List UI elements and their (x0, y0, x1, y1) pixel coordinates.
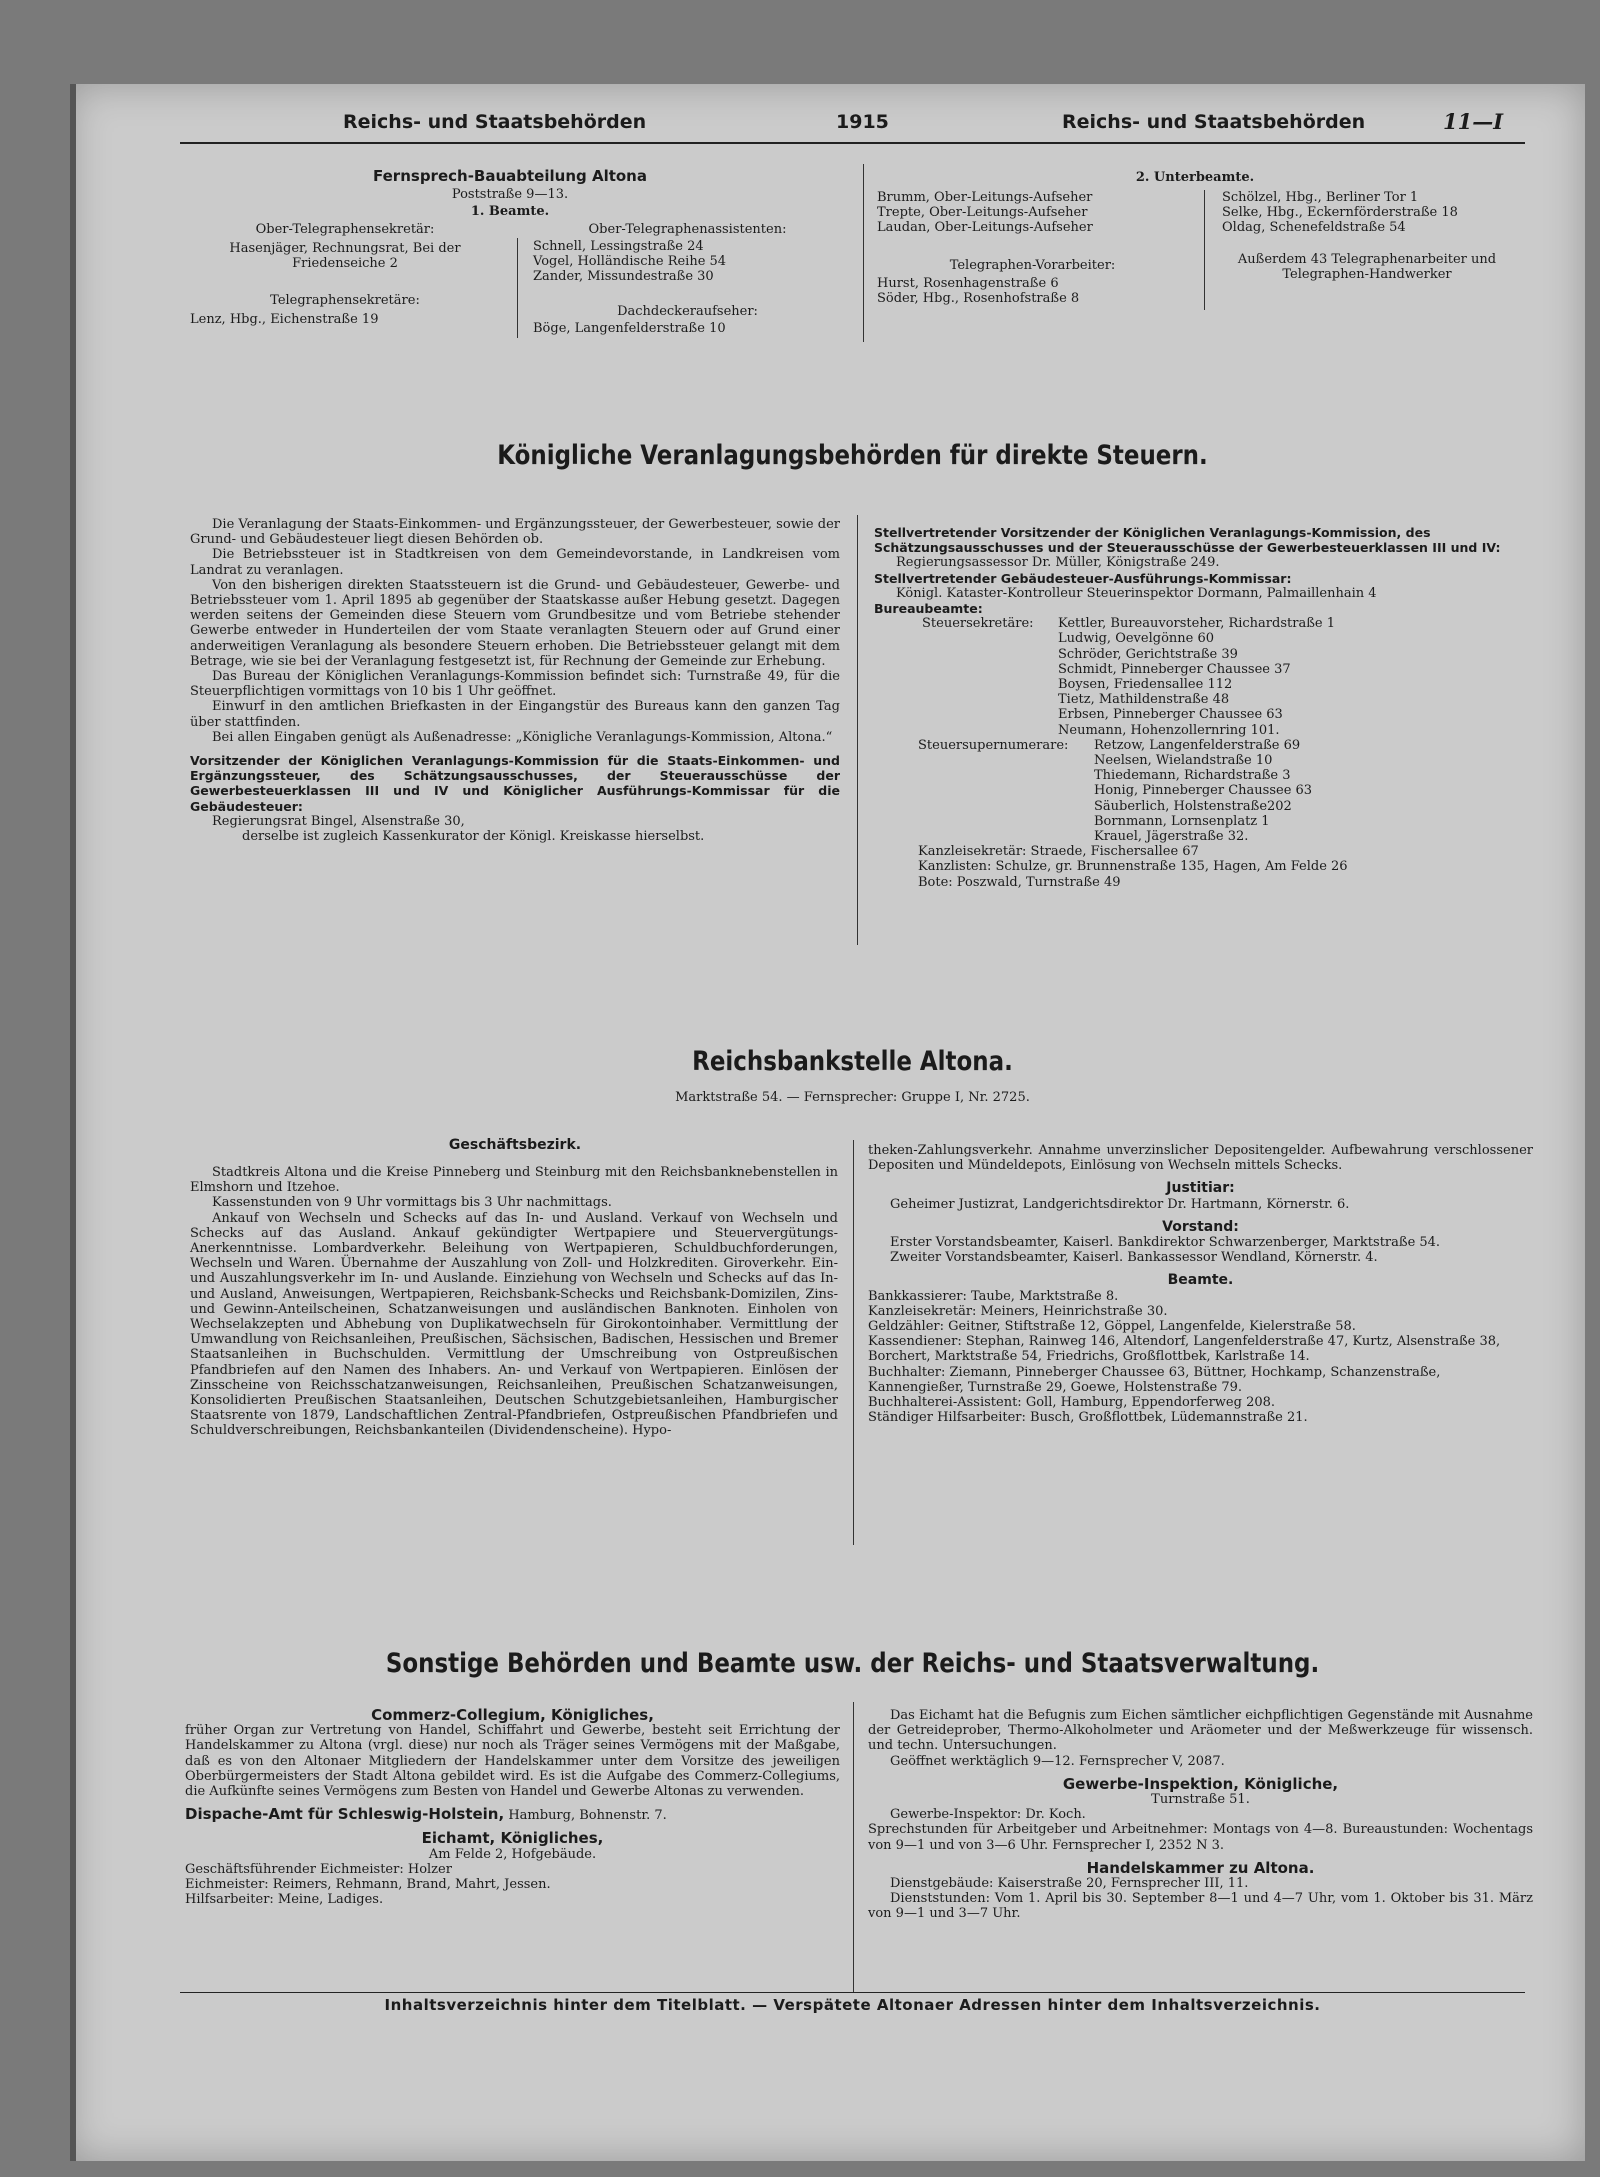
dach: Böge, Langenfelderstraße 10 (533, 321, 726, 336)
bureau-head: Bureaubeamte: (874, 601, 983, 617)
beamte-list (868, 1289, 1533, 1426)
paragraph: Kassenstunden von 9 Uhr vormittags bis 3 Uhr nachmittags. (212, 1195, 612, 1211)
list-item: Trepte, Ober-Leitungs-Aufseher (877, 205, 1088, 221)
list-item: Vogel, Holländische Reihe 54 (533, 254, 727, 270)
header-right: Reichs- und Staatsbehörden (1062, 111, 1366, 133)
super-label: Steuersupernumerare: (918, 737, 1069, 753)
geschaeftsbezirk-text (190, 1165, 838, 1439)
unter-col2 (1222, 190, 1458, 236)
list-item: Brumm, Ober-Leitungs-Aufseher (877, 190, 1093, 205)
sonstige-left (185, 1708, 840, 1907)
paragraph: Das Bureau der Königlichen Veranlagungs-Kommission befindet sich: Turnstraße 49, für die Steuerpflichtigen vormittags von 10 bis 1 Uhr geöffnet. (190, 669, 840, 700)
geb-head: Stellvertretender Gebäudesteuer-Ausführungs-Kommissar: (874, 570, 1292, 586)
page-number: 11—I (1443, 109, 1504, 134)
veranlagung-text (190, 517, 840, 844)
vorstand-2: Zweiter Vorstandsbeamter, Kaiserl. Bankassessor Wendland, Körnerstr. 4. (890, 1250, 1378, 1266)
sek-list (1058, 616, 1335, 738)
gewerbe-hours: Sprechstunden für Arbeitgeber und Arbeitnehmer: Montags von 4—8. Bureaustunden: Wochentags von 9—1 und von 3—6 Uhr. Fernsprecher I, 2352 N 3. (868, 1822, 1533, 1853)
geschaeftsbezirk-head: Geschäftsbezirk. (448, 1137, 582, 1153)
commerz-head: Commerz-Collegium, Königliches, (371, 1706, 654, 1724)
column-rule (1204, 190, 1205, 310)
list-item: Erbsen, Pinneberger Chaussee 63 (1058, 707, 1283, 723)
column-rule (517, 238, 518, 338)
unter-col1 (877, 190, 1093, 236)
ober-sek-head: Ober-Telegraphensekretär: (255, 222, 435, 237)
list-item: Buchhalter: Ziemann, Pinneberger Chaussee 63, Büttner, Hochkamp, Schanzenstraße, Kannengießer, Turnstraße 29, Goewe, Holstenstraße 79. (868, 1364, 1441, 1395)
geb: Königl. Kataster-Kontrolleur Steuerinspektor Dormann, Palmaillenhain 4 (896, 585, 1377, 601)
hk-hours: Dienststunden: Vom 1. April bis 30. September 8—1 und 4—7 Uhr, vom 1. Oktober bis 31. März von 9—1 und 3—7 Uhr. (868, 1891, 1533, 1922)
list-item: Söder, Hbg., Rosenhofstraße 8 (877, 291, 1080, 307)
list-item: Bankkassierer: Taube, Marktstraße 8. (868, 1288, 1119, 1304)
stellv-head: Stellvertretender Vorsitzender der Königlichen Veranlagungs-Kommission, des Schätzungsausschusses und der Steuerausschüsse der Gewerbesteuerklassen III und IV: (874, 525, 1501, 556)
kanzlisten: Kanzlisten: Schulze, gr. Brunnenstraße 135, Hagen, Am Felde 26 (918, 859, 1348, 875)
stellv: Regierungsassessor Dr. Müller, Königstraße 249. (896, 555, 1220, 571)
list-item: Kassendiener: Stephan, Rainweg 146, Altendorf, Langenfelderstraße 47, Kurtz, Alsenstraße 38, Borchert, Marktstraße 54, Friedrichs, Großflottbek, Karlstraße 14. (868, 1334, 1501, 1365)
eichamt-staff (185, 1862, 840, 1908)
column-rule (863, 164, 864, 342)
justitiar: Geheimer Justizrat, Landgerichtsdirektor Dr. Hartmann, Körnerstr. 6. (890, 1196, 1350, 1212)
column-rule (857, 515, 858, 945)
list-item: Oldag, Schenefeldstraße 54 (1222, 220, 1406, 236)
eichamt-open: Geöffnet werktäglich 9—12. Fernsprecher V, 2087. (890, 1753, 1225, 1769)
list-item: Schröder, Gerichtstraße 39 (1058, 646, 1238, 662)
unter-head: 2. Unterbeamte. (1135, 170, 1255, 185)
list-item: Krauel, Jägerstraße 32. (1094, 829, 1249, 845)
bote: Bote: Poszwald, Turnstraße 49 (918, 874, 1121, 890)
eichamt-addr: Am Felde 2, Hofgebäude. (428, 1846, 597, 1862)
list-item: Eichmeister: Reimers, Rehmann, Brand, Mahrt, Jessen. (185, 1877, 551, 1893)
commerz-text: früher Organ zur Vertretung von Handel, Schiffahrt und Gewerbe, besteht seit Errichtung der Handelskammer zu Altona (vrgl. diese) nur noch als Träger seines Vermögens mit der Maßgabe, daß es von den Altonaer Mitgliedern der Handelskammer unter dem Vorsitze des jeweiligen Oberbürgermeisters der Stadt Altona gebildet wird. Es ist die Aufgabe des Commerz-Collegiums, die Aufkünfte seines Vermögens zum Besten von Handel und Gewerbe Altonas zu verwenden. (185, 1723, 840, 1800)
ober-sek: Hasenjäger, Rechnungsrat, Bei der Friedenseiche 2 (229, 241, 461, 272)
list-item: Geldzähler: Geitner, Stiftstraße 12, Göppel, Langenfelde, Kielerstraße 58. (868, 1319, 1356, 1335)
vorsitzender-head: Vorsitzender der Königlichen Veranlagungs-Kommission für die Staats-Einkommen- und Ergänzungssteuer, des Schätzungsausschusses, der Steuerausschüsse der Gewerbesteuerklassen III und IV und Königlicher Ausführungs-Kommissar für die Gebäudesteuer: (190, 753, 840, 814)
list-item: Selke, Hbg., Eckernförderstraße 18 (1222, 205, 1458, 221)
sek-block (874, 616, 1534, 738)
list-item: Kanzleisekretär: Meiners, Heinrichstraße 30. (868, 1303, 1168, 1319)
list-item: Bornmann, Lornsenplatz 1 (1094, 813, 1270, 829)
gewerbe-insp: Gewerbe-Inspektor: Dr. Koch. (890, 1807, 1086, 1823)
eichamt-head: Eichamt, Königliches, (421, 1829, 604, 1848)
paragraph: Einwurf in den amtlichen Briefkasten in der Eingangstür des Bureaus kann den ganzen Tag über stattfinden. (190, 699, 840, 730)
dispache-addr: Hamburg, Bohnenstr. 7. (508, 1808, 667, 1824)
list-item: Neelsen, Wielandstraße 10 (1094, 753, 1273, 769)
ausserdem: Außerdem 43 Telegraphenarbeiter und Telegraphen-Handwerker (1237, 252, 1497, 283)
tel-sek: Lenz, Hbg., Eichenstraße 19 (190, 312, 379, 327)
footer-note: Inhaltsverzeichnis hinter dem Titelblatt. — Verspätete Altonaer Adressen hinter dem Inhaltsverzeichnis. (384, 1996, 1321, 2014)
list-item: Zander, Missundestraße 30 (533, 269, 714, 285)
gewerbe-addr: Turnstraße 51. (1151, 1792, 1250, 1808)
list-item: Ludwig, Oevelgönne 60 (1058, 631, 1215, 647)
list-item: Honig, Pinneberger Chaussee 63 (1094, 783, 1313, 799)
vorstand-head: Vorstand: (1162, 1218, 1239, 1235)
list-item: Buchhalterei-Assistent: Goll, Hamburg, Eppendorferweg 208. (868, 1395, 1276, 1411)
paragraph: Stadtkreis Altona und die Kreise Pinneberg und Steinburg mit den Reichsbanknebenstellen in Elmshorn und Itzehoe. (190, 1165, 838, 1196)
vorstand-1: Erster Vorstandsbeamter, Kaiserl. Bankdirektor Schwarzenberger, Marktstraße 54. (890, 1235, 1441, 1251)
hk-head: Handelskammer zu Altona. (1086, 1858, 1315, 1877)
vorsitzender: Regierungsrat Bingel, Alsenstraße 30, (212, 813, 465, 829)
sonstige-title: Sonstige Behörden und Beamte usw. der Reichs- und Staatsverwaltung. (385, 1648, 1320, 1679)
fernsprech-address: Poststraße 9—13. (451, 187, 569, 202)
binding-edge (70, 84, 76, 2161)
list-item: Boysen, Friedensallee 112 (1058, 677, 1233, 693)
veranlagung-title: Königliche Veranlagungsbehörden für direkte Steuern. (497, 440, 1208, 471)
list-item: Hilfsarbeiter: Meine, Ladiges. (185, 1892, 384, 1908)
kanzlei: Kanzleisekretär: Straede, Fischersallee 67 (918, 844, 1199, 860)
column-rule (853, 1702, 854, 1992)
paragraph: Die Betriebssteuer ist in Stadtkreisen von dem Gemeindevorstande, in Landkreisen vom Landrat zu veranlagen. (190, 547, 840, 578)
fernsprech-beamte-head: 1. Beamte. (470, 204, 550, 219)
vorarb-list (877, 276, 1079, 306)
justitiar-head: Justitiar: (1166, 1180, 1235, 1197)
list-item: Retzow, Langenfelderstraße 69 (1094, 737, 1301, 753)
list-item: Schölzel, Hbg., Berliner Tor 1 (1222, 190, 1419, 205)
list-item: Neumann, Hohenzollernring 101. (1058, 722, 1280, 738)
vorsitzender-note: derselbe ist zugleich Kassenkurator der Königl. Kreiskasse hierselbst. (242, 829, 705, 845)
paragraph: Ankauf von Wechseln und Schecks auf das In- und Ausland. Verkauf von Wechseln und Schecks auf das Ausland. Ankauf gekündigter Wertpapiere und Steuervergütungs-Anerkenntnisse. Lombardverkehr. Beleihung von Wertpapieren, Schuldbuchforderungen, Wechseln und Waren. Übernahme der Auszahlung von Zoll- und Holzkrediten. Giroverkehr. Ein- und Auszahlungsverkehr im In- und Auslande. Einziehung von Wechseln und Schecks auf das In- und Ausland, Anweisungen, Wertpapieren, Reichsbank-Schecks und Reichsbank-Domizilen, Zins- und Gewinn-Anteilscheinen, Schatzanweisungen und ausländischen Banknoten. Einholen von Wechselakzepten und Abhebung von Duplikatwechseln für Girokontoinhaber. Vermittlung der Umwandlung von Reichsanleihen, Preußischen, Sächsischen, Badischen, Hessischen und Bremer Staatsanleihen in Buchschulden. Vermittlung der Umschreibung von Ostpreußischen Pfandbriefen auf den Namen des Inhabers. An- und Verkauf von Wertpapieren. Einlösen der Zinsscheine von Reichsschatzanweisungen, Reichsanleihen, Preußischen Schatzanweisungen, Konsolidierten Preußischen Staatsanleihen, Deutschen Schutzgebietsanleihen, Hamburgischer Staatsrente von 1879, Landschaftlichen Zentral-Pfandbriefen, Ostpreußischen Pfandbriefen und Schuldverschreibungen, Reichsbankanteilen (Dividendenscheine). Hypo- (190, 1210, 838, 1439)
dispache-line (185, 1807, 840, 1823)
vorarb-head: Telegraphen-Vorarbeiter: (949, 258, 1116, 273)
paragraph: theken-Zahlungsverkehr. Annahme unverzinslicher Depositengelder. Aufbewahrung verschlossener Depositen und Mündeldepots, Einlösung von Wechseln mittels Schecks. (868, 1143, 1533, 1174)
ober-ass-list (533, 239, 726, 285)
reichsbank-sub: Marktstraße 54. — Fernsprecher: Gruppe I, Nr. 2725. (675, 1090, 1030, 1105)
dach-head: Dachdeckeraufseher: (617, 304, 758, 319)
reichsbank-title: Reichsbankstelle Altona. (692, 1046, 1013, 1077)
beamte-head: Beamte. (1167, 1272, 1234, 1289)
list-item: Hurst, Rosenhagenstraße 6 (877, 276, 1059, 291)
paragraph: Die Veranlagung der Staats-Einkommen- und Ergänzungssteuer, der Gewerbesteuer, sowie der Grund- und Gebäudesteuer liegt diesen Behörden ob. (190, 517, 840, 548)
header-left: Reichs- und Staatsbehörden (343, 111, 647, 133)
list-item: Ständiger Hilfsarbeiter: Busch, Großflottbek, Lüdemannstraße 21. (868, 1410, 1308, 1426)
sek-label: Steuersekretäre: (922, 616, 1034, 632)
footer-rule (180, 1992, 1525, 1993)
gewerbe-head: Gewerbe-Inspektion, Königliche, (1062, 1774, 1339, 1793)
sonstige-right (868, 1708, 1533, 1922)
super-block (874, 738, 1534, 844)
reichsbank-right (868, 1143, 1533, 1425)
super-list (1094, 738, 1312, 844)
veranlagung-right (874, 525, 1534, 890)
header-year: 1915 (836, 111, 889, 133)
list-item: Thiedemann, Richardstraße 3 (1094, 768, 1291, 784)
list-item: Laudan, Ober-Leitungs-Aufseher (877, 220, 1093, 236)
fernsprech-title: Fernsprech-Bauabteilung Altona (373, 167, 647, 185)
ober-ass-head: Ober-Telegraphenassistenten: (588, 222, 787, 237)
column-rule (853, 1140, 854, 1545)
tel-sek-head: Telegraphensekretäre: (270, 293, 420, 308)
list-item: Kettler, Bureauvorsteher, Richardstraße 1 (1058, 616, 1335, 632)
list-item: Säuberlich, Holstenstraße202 (1094, 798, 1292, 814)
list-item: Schmidt, Pinneberger Chaussee 37 (1058, 661, 1291, 677)
dispache-head: Dispache-Amt für Schleswig-Holstein, (185, 1805, 505, 1824)
list-item: Schnell, Lessingstraße 24 (533, 239, 704, 254)
header-rule (180, 142, 1525, 144)
eichamt-text: Das Eichamt hat die Befugnis zum Eichen sämtlicher eichpflichtigen Gegenstände mit Ausnahme der Getreideprober, Thermo-Alkoholmeter und Aräometer und der Meßwerkzeuge für wissensch. und techn. Untersuchungen. (868, 1708, 1533, 1754)
list-item: Tietz, Mathildenstraße 48 (1058, 692, 1230, 708)
paragraph: Bei allen Eingaben genügt als Außenadresse: „Königliche Veranlagungs-Kommission, Altona.“ (212, 729, 833, 745)
list-item: Geschäftsführender Eichmeister: Holzer (185, 1861, 452, 1877)
hk-addr: Dienstgebäude: Kaiserstraße 20, Fernsprecher III, 11. (890, 1876, 1249, 1892)
paragraph: Von den bisherigen direkten Staatssteuern ist die Grund- und Gebäudesteuer, Gewerbe- und Betriebssteuer vom 1. April 1895 ab gegenüber der Staatskasse außer Hebung gesetzt. Dagegen werden seitens der Gemeinden diese Steuern vom Grundbesitze und vom Betriebe stehender Gewerbe entweder in Hunderteilen der vom Staate veranlagten Steuern oder auf Grund einer anderweitigen Veranlagung als besondere Steuern erhoben. Die Betriebssteuer gelangt mit dem Betrage, wie sie bei der Veranlagung festgesetzt ist, für Rechnung der Gemeinde zur Erhebung. (190, 577, 840, 669)
